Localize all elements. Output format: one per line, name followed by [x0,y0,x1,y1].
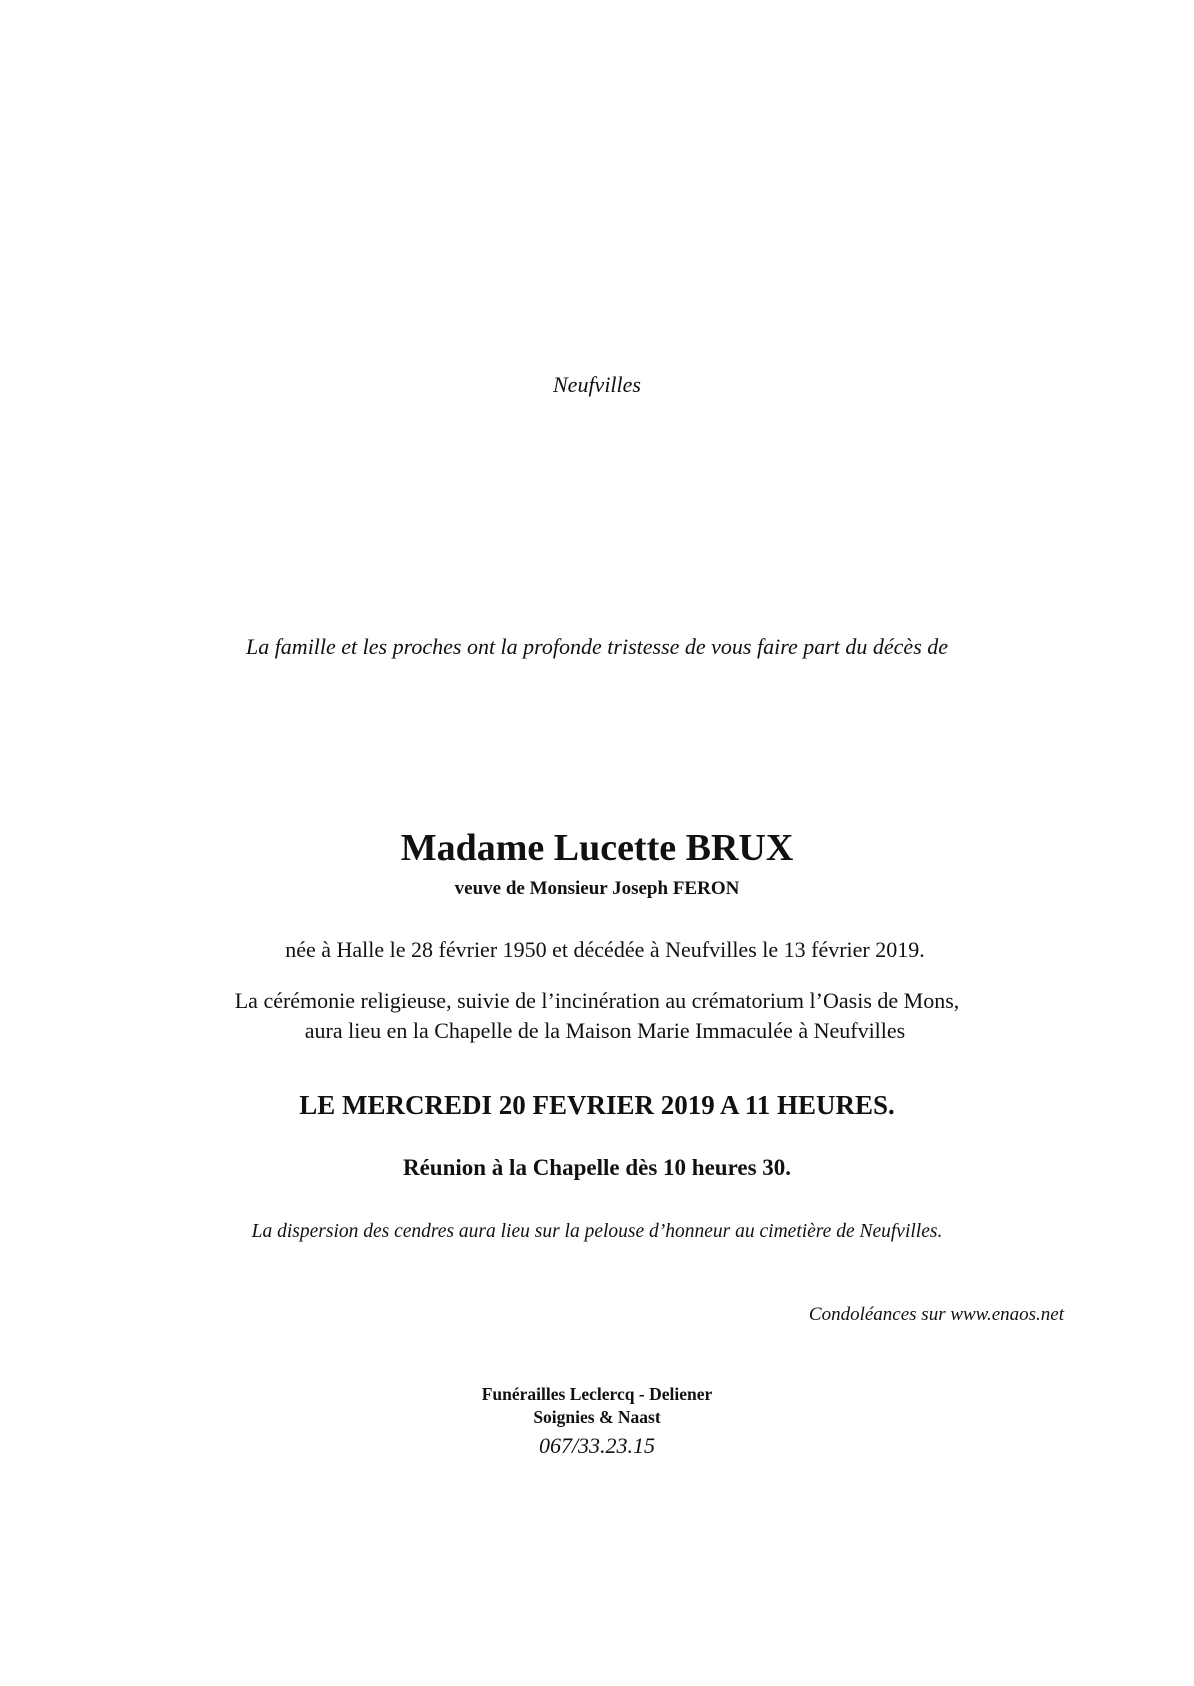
deceased-name: Madame Lucette BRUX [400,827,794,869]
funeral-home-phone: 067/33.23.15 [538,1433,656,1458]
ceremony-details-line2: aura lieu en la Chapelle de la Maison Marie Immaculée à Neufvilles [304,1018,906,1043]
notice-intro: La famille et les proches ont la profonde tristesse de vous faire part du décès de [245,634,949,659]
ceremony-datetime: LE MERCREDI 20 FEVRIER 2019 A 11 HEURES. [299,1090,895,1120]
birth-death-dates: née à Halle le 28 février 1950 et décédée à Neufvilles le 13 février 2019. [285,937,925,962]
funeral-home-name: Funérailles Leclercq - Deliener [481,1384,713,1404]
widow-of: veuve de Monsieur Joseph FERON [454,878,740,899]
ceremony-details-line1: La cérémonie religieuse, suivie de l’incinération au crématorium l’Oasis de Mons, [234,988,960,1013]
funeral-home-locations: Soignies & Naast [533,1407,661,1427]
condolences-link: Condoléances sur www.enaos.net [808,1304,1064,1325]
ashes-dispersion: La dispersion des cendres aura lieu sur la pelouse d’honneur au cimetière de Neufvilles. [251,1221,943,1242]
notice-location: Neufvilles [553,372,641,397]
meeting-time: Réunion à la Chapelle dès 10 heures 30. [402,1155,792,1180]
